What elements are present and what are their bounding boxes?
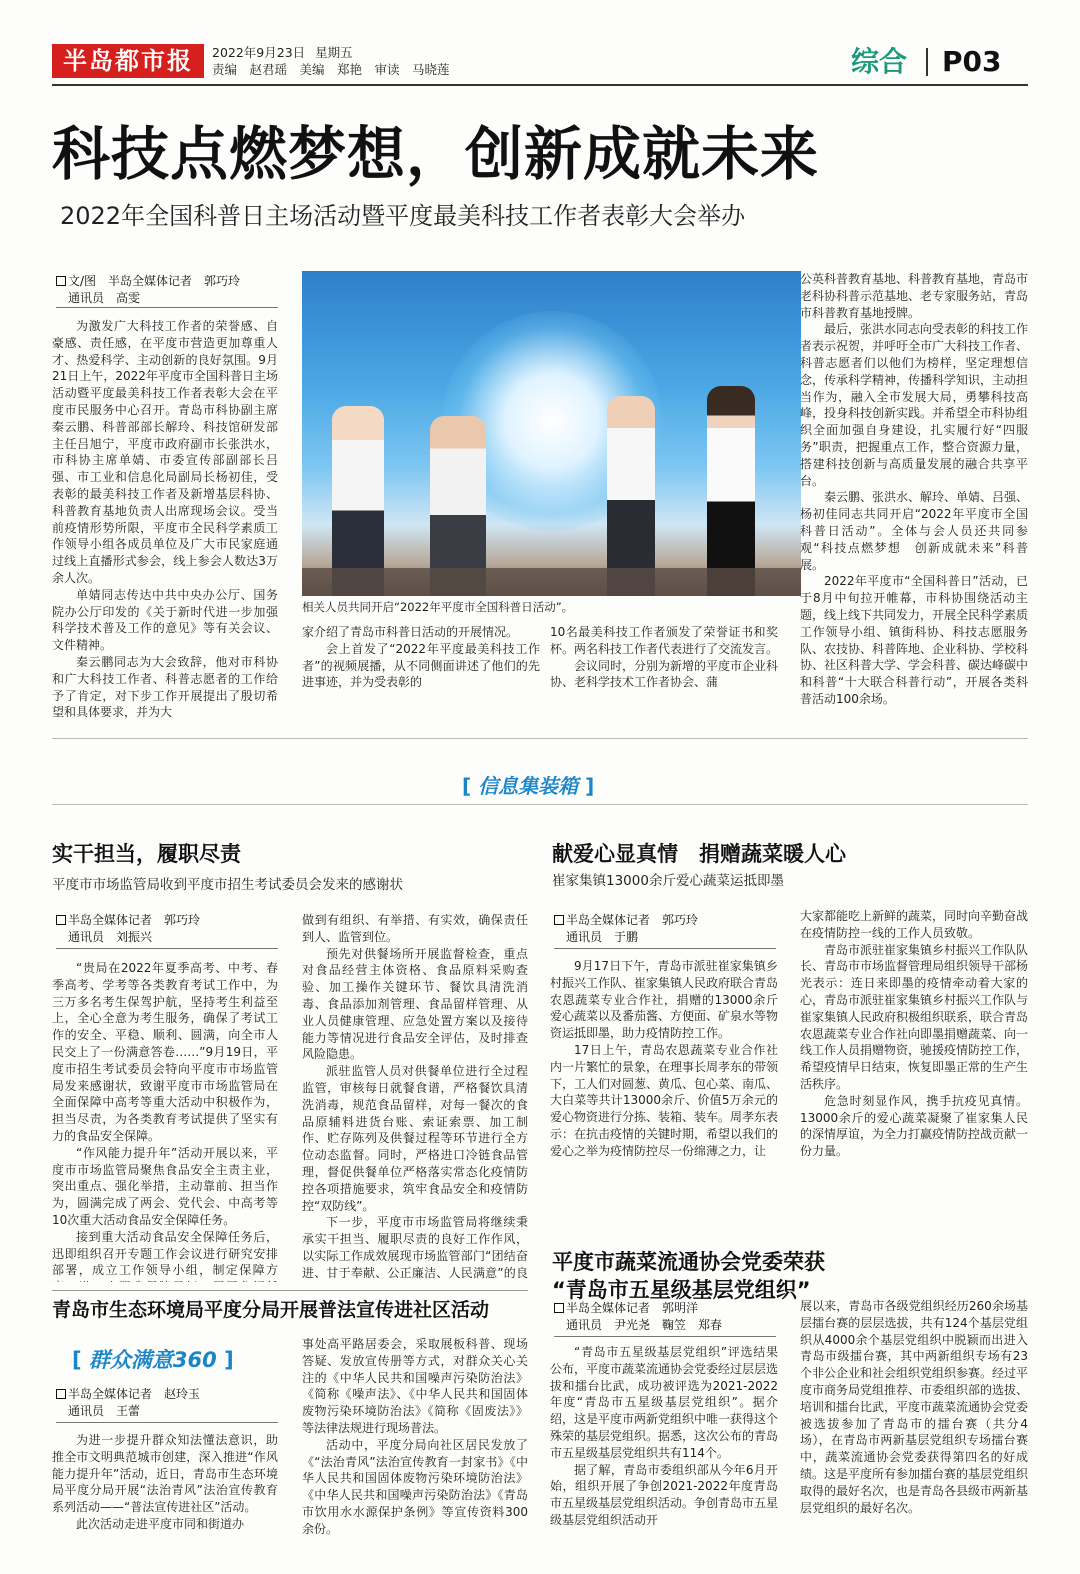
lead-headline: 科技点燃梦想，创新成就未来 [52,120,820,188]
infobox-label-text: 信息集装箱 [478,774,579,798]
lead-c1-p1: 为激发广大科技工作者的荣誉感、自豪感、责任感，在平度市营造更加尊重人才、热爱科学、主动创新的良好氛围。9月21日上午，2022年平度市全国科普日主场活动暨平度最美科技工作者表彰大会在平度市民服务中心召开。青岛市科协副主席秦云鹏、科普部部长解玲、科技馆研发部主任吕旭宁，平度市政府副市长张洪水，市科协主席单婧、市委宣传部副部长吕强、市工业和信息化局副局长杨初佳，受表彰的最美科技工作者及新增基层科协、科普教育基地负责人出席现场会议。受当前疫情形势所限，平度市全民科学素质工作领导小组各成员单位及广大市民家庭通过线上直播形式参会，线上参会人数达3万余人次。 [52,319,278,585]
photo-stage [302,568,801,596]
story2-byline-rule [554,948,776,949]
story4-title-line1: 平度市蔬菜流通协会党委荣获 [552,1250,825,1274]
newspaper-logo: 半岛都市报 [52,44,204,78]
story1-c1-p2: “作风能力提升年”活动开展以来，平度市市场监管局聚焦食品安全主责主业，突出重点、强化举措，主动靠前、担当作为，圆满完成了两会、党代会、中高考等10次重大活动食品安全保障任务。 [52,1145,278,1227]
photo-person-4 [707,386,755,596]
lead-column-1 [52,318,278,720]
lead-c4-p1: 公英科普教育基地、科普教育基地，青岛市老科协科普示范基地、老专家服务站，青岛市科普教育基地授牌。 [800,272,1028,320]
story1-reporter: 半岛全媒体记者 郭巧玲 [68,913,201,927]
story4-title-line2: “青岛市五星级基层党组织” [552,1278,811,1302]
story3-tag-text: 群众满意360 [88,1348,217,1372]
lead-c3-p1: 10名最美科技工作者颁发了荣誉证书和奖杯。两名科技工作者代表进行了交流发言。 [550,625,778,656]
lead-c1-p3: 秦云鹏同志为大会致辞，他对市科协和广大科技工作者、科普志愿者的工作给予了肯定，对下步工作开展提出了殷切希望和具体要求，并为大 [52,654,278,720]
story4-c1-p2: 据了解，青岛市委组织部从今年6月开始，组织开展了争创2021-2022年度青岛市五星级基层党组织活动。争创青岛市五星级基层党组织活动开 [550,1462,778,1527]
story1-c2-p2: 预先对供餐场所开展监督检查，重点对食品经营主体资格、食品原料采购查验、加工操作关键环节、餐饮具清洗消毒、食品添加剂管理、食品留样管理、从业人员健康管理、应急处置方案以及接待能力等情况进行食品安全评估，及时排查风险隐患。 [302,946,528,1062]
lead-photo-caption: 相关人员共同开启“2022年平度市全国科普日活动”。 [302,600,574,614]
story2-c2-p1: 大家都能吃上新鲜的蔬菜，同时向辛勤奋战在疫情防控一线的工作人员致敬。 [800,909,1028,940]
story4-reporter: 半岛全媒体记者 郭明洋 [566,1301,699,1315]
story3-c2-p2: 活动中，平度分局向社区居民发放了《“法治青风”法治宣传教育一封家书》《中华人民共和国固体废物污染环境防治法》《中华人民共和国噪声污染防治法》《青岛市饮用水水源保护条例》等宣传资料300余份。 [302,1437,528,1536]
story3-c2-p1: 事处高平路居委会，采取展板科普、现场答疑、发放宣传册等方式，对群众关心关注的《中华人民共和国噪声污染防治法》《简称《噪声法》、《中华人民共和国固体废物污染环境防治法》《简称《固废法》》等法律法规进行现场普法。 [302,1337,528,1435]
story1-correspondent: 通讯员 刘振兴 [68,930,153,944]
story1-column-2 [302,912,528,1282]
story2-title: 献爱心显真情 捐赠蔬菜暖人心 [552,842,846,866]
story4-c1-p1: “青岛市五星级基层党组织”评选结果公布，平度市蔬菜流通协会党委经过层层选拔和擂台比武，成功被评选为2021-2022年度“青岛市五星级基层党组织”。据介绍，这是平度市两新党组织中唯一获得这个殊荣的基层党组织。据悉，这次公布的青岛市五星级基层党组织共有114个。 [550,1345,778,1460]
lead-byline-correspondent: 通讯员 高雯 [68,291,141,305]
editor-credits: 责编 赵君瑶 美编 郑艳 审读 马晓莲 [212,62,450,77]
story3-byline-rule [56,1422,278,1423]
lead-c4-p3: 秦云鹏、张洪水、解玲、单婧、吕强、杨初佳同志共同开启“2022年平度市全国科普日活动”。全体与会人员还共同参观“科技点燃梦想 创新成就未来”科普展。 [800,490,1028,572]
story4-column-2 [800,1298,1028,1544]
lead-byline [56,273,296,307]
lead-c3-p2: 会议同时，分别为新增的平度市企业科协、老科学技术工作者协会、蒲 [550,658,778,690]
story2-c1-p1: 9月17日下午，青岛市派驻崔家集镇乡村振兴工作队、崔家集镇人民政府联合青岛农恩蔬菜专业合作社，捐赠的13000余斤爱心蔬菜以及番茄酱、方便面、矿泉水等物资运抵即墨，助力疫情防控工作。 [550,959,778,1041]
story3-c1-p1: 为进一步提升群众知法懂法意识，助推全市文明典范城市创建，深入推进“作风能力提升年”活动，近日，青岛市生态环境局平度分局开展“法治青风”法治宣传教育系列活动——“普法宣传进社区”活动。 [52,1433,278,1515]
lead-column-4 [800,271,1028,720]
masthead-rule [52,84,1028,86]
story1-subtitle: 平度市市场监管局收到平度市招生考试委员会发来的感谢状 [52,877,403,893]
story1-c1-p1: “贵局在2022年夏季高考、中考、春季高考、学考等各类教育考试工作中，为三万多名考生保驾护航，坚持考生利益至上，全心全意为考生服务，确保了考试工作的安全、平稳、顺利、圆满，向全市人民交上了一份满意答卷……”9月19日，平度市招生考试委员会特向平度市市场监管局发来感谢状，致谢平度市市场监管局在全面保障中高考等重大活动中积极作为，担当尽责，为各类教育考试提供了坚实有力的食品安全保障。 [52,961,278,1143]
header-divider [926,48,928,76]
lead-c4-p2: 最后，张洪水同志向受表彰的科技工作者表示祝贺，并呼吁全市广大科技工作者、科普志愿者们以他们为榜样，坚定理想信念，传承科学精神，传播科学知识，主动担当作为，融入全市发展大局，勇攀科技高峰，投身科技创新实践。并希望全市科协组织全面加强自身建设，扎实履行好“四服务”职责，把握重点工作，整合资源力量，搭建科技创新与高质量发展的融合共享平台。 [800,322,1028,488]
lead-column-2 [302,624,540,720]
lead-column-3 [550,624,778,720]
story3-column-1 [52,1432,278,1544]
story2-c2-p3: 危急时刻显作风，携手抗疫见真情。13000余斤的爱心蔬菜凝聚了崔家集人民的深情厚谊，为全力打赢疫情防控战贡献一份力量。 [800,1093,1028,1159]
issue-date: 2022年9月23日 [212,45,306,60]
story1-title: 实干担当，履职尽责 [52,842,241,866]
story3-correspondent: 通讯员 王蕾 [68,1404,141,1418]
lead-subhead: 2022年全国科普日主场活动暨平度最美科技工作者表彰大会举办 [60,202,746,230]
story3-title: 青岛市生态环境局平度分局开展普法宣传进社区活动 [52,1299,490,1321]
lead-c4-p4: 2022年平度市“全国科普日”活动，已于8月中旬拉开帷幕，市科协围绕活动主题，线上线下共同发力，开展全民科学素质工作领导小组、镇街科协、科技志愿服务队、农技协、科普阵地、企业科协、学校科协、社区科普大学、学会科普、碳达峰碳中和科普“十大联合科普行动”，开展各类科普活动100余场。 [800,574,1028,706]
lead-byline-rule [56,307,278,308]
story4-c2-p1: 展以来，青岛市各级党组织经历260余场基层擂台赛的层层选拔，共有124个基层党组织从4000余个基层党组织中脱颖而出进入青岛市级擂台赛，其中两新组织专场有23个非公企业和社会组织党组织参赛。经过平度市商务局党组推荐、市委组织部的选拔、培训和擂台比武，平度市蔬菜流通协会党委被选拔参加了青岛市的擂台赛（共分4场），在青岛市两新基层党组织专场擂台赛中，蔬菜流通协会党委获得第四名的好成绩。这是平度所有参加擂台赛的基层党组织取得的最好名次，也是青岛各县级市两新基层党组织的最好名次。 [800,1299,1028,1515]
story2-c2-p2: 青岛市派驻崔家集镇乡村振兴工作队队长、青岛市市场监督管理局组织领导干部杨光表示：连日来即墨的疫情牵动着大家的心，青岛市派驻崔家集镇乡村振兴工作队与崔家集镇人民政府积极组织联系，联合青岛农恩蔬菜专业合作社向即墨捐赠蔬菜、向一线工作人员捐赠物资，驰援疫情防控工作，希望疫情早日结束，恢复即墨正常的生产生活秩序。 [800,942,1028,1091]
lead-c2-p1: 家介绍了青岛市科普日活动的开展情况。 [302,625,519,639]
story4-correspondent: 通讯员 尹光尧 鞠笠 郑春 [566,1318,723,1332]
story4-byline [554,1300,794,1334]
story2-c1-p2: 17日上午，青岛农恩蔬菜专业合作社内一片繁忙的景象，在理事长周孝东的带领下，工人们对圆葱、黄瓜、包心菜、南瓜、大白菜等共计13000余斤、价值5万余元的爱心物资进行分拣、装箱、装车。周孝东表示：在抗击疫情的关键时期，希望以我们的爱心之举为疫情防控尽一份绵薄之力，让 [550,1042,778,1158]
issue-weekday: 星期五 [315,45,353,60]
story2-byline [554,912,774,946]
story2-correspondent: 通讯员 于鹏 [566,930,639,944]
section-name: 综合 [851,45,908,78]
page-number: P03 [942,45,1002,78]
story2-reporter: 半岛全媒体记者 郭巧玲 [566,913,699,927]
story4-byline-rule [554,1336,776,1337]
lead-c1-p2: 单婧同志传达中共中央办公厅、国务院办公厅印发的《关于新时代进一步加强科学技术普及工作的意见》等有关会议、文件精神。 [52,587,278,653]
issue-date-line [212,45,363,60]
story1-column-1 [52,960,278,1282]
story1-c1-p3: 接到重大活动食品安全保障任务后，迅即组织召开专题工作会议进行研究安排部署，成立工作领导小组，制定保障方 [52,1229,278,1278]
story2-column-1 [550,958,778,1216]
story3-column-2 [302,1336,528,1544]
story3-tag: [ 群众满意360 ] [72,1348,234,1372]
photo-person-3 [607,396,655,596]
story3-reporter: 半岛全媒体记者 赵玲玉 [68,1387,201,1401]
infobox-rule [52,804,1028,805]
story3-c1-p2: 此次活动走进平度市同和街道办 [76,1516,245,1531]
story2-subtitle: 崔家集镇13000余斤爱心蔬菜运抵即墨 [552,873,784,889]
story3-byline [56,1386,286,1420]
infobox-label: [ 信息集装箱 ] [462,774,595,798]
story1-c2-p1: 做到有组织、有举措、有实效，确保责任到人、监管到位。 [302,913,528,944]
story2-column-2 [800,908,1028,1216]
story1-c2-p4: 下一步，平度市市场监管局将继续秉承实干担当、履职尽责的良好工作作风，以实际工作成效展现市场监管部门“团结奋进、甘于奉献、公正廉洁、人民满意”的良 [302,1215,528,1280]
lead-c2-p2: 会上首发了“2022年平度最美科技工作者”的视频展播，从不同侧面讲述了他们的先进事迹，并为受表彰的 [302,641,540,690]
lead-photo [302,271,801,596]
story4-column-1 [550,1344,778,1544]
story3-top-rule [52,1290,528,1291]
story1-c2-p3: 派驻监管人员对供餐单位进行全过程监管，审核每日就餐食谱，严格餐饮具清洗消毒，规范食品留样，对每一餐次的食品原辅料进货台账、索证索票、加工制作、贮存陈列及供餐过程等环节进行全方位动态监督。同时，严格进口冷链食品管理，督促供餐单位严格落实常态化疫情防控各项措施要求，筑牢食品安全和疫情防控“双防线”。 [302,1064,528,1213]
story1-byline-rule [56,948,278,949]
section-rule [52,738,1028,739]
lead-byline-reporter: 文/图 半岛全媒体记者 郭巧玲 [68,274,241,288]
story1-byline [56,912,286,946]
